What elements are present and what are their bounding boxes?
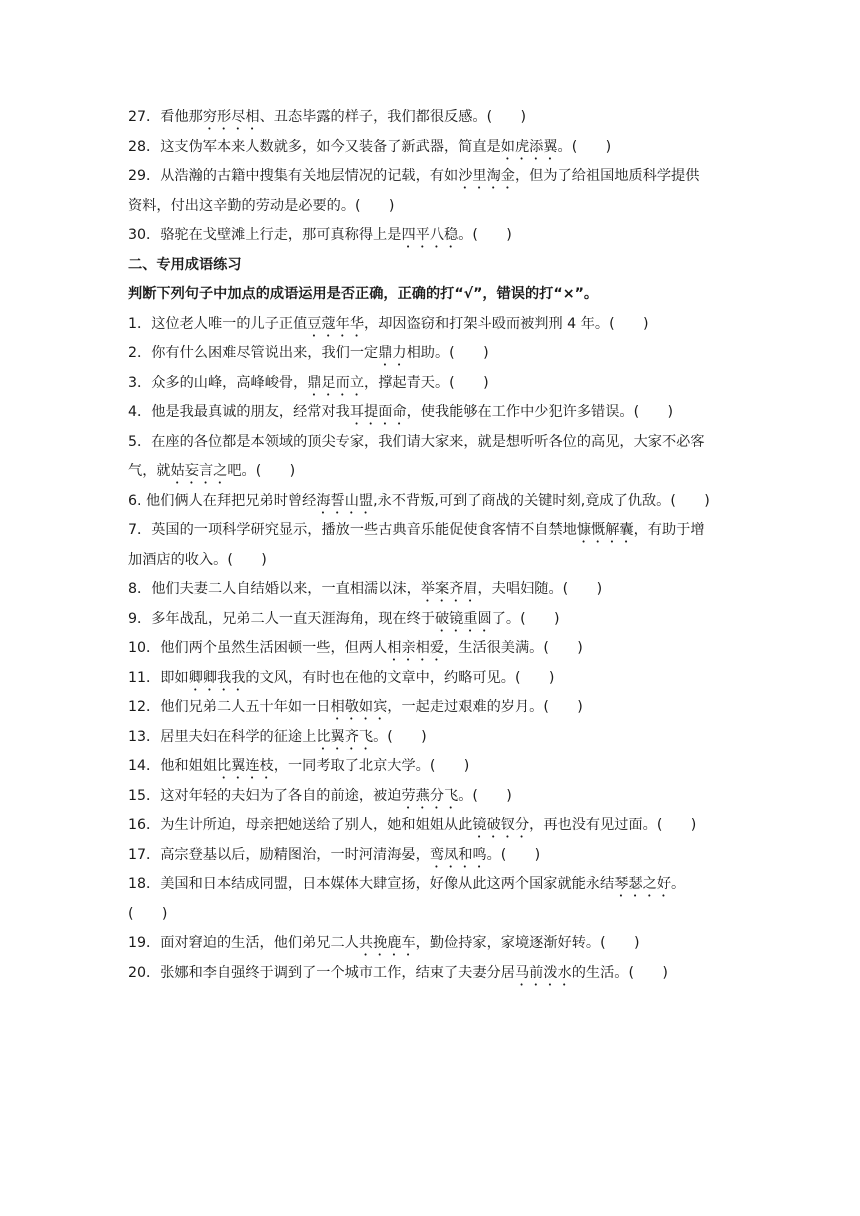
dotted-idiom: 卿卿我我 bbox=[188, 669, 246, 686]
dotted-idiom: 穷形尽相 bbox=[202, 109, 260, 125]
question-7: 7．英国的一项科学研究显示，播放一些古典音乐能促使食客情不自禁地慷慨解囊，有助于增 bbox=[128, 522, 705, 538]
dotted-idiom: 姑妄言之 bbox=[170, 463, 228, 479]
question-14: 14．他和姐姐比翼连枝，一同考取了北京大学。( ) bbox=[128, 758, 470, 774]
dotted-idiom: 慷慨解囊 bbox=[576, 522, 634, 538]
dotted-idiom: 海誓山盟 bbox=[316, 492, 374, 509]
question-20: 20．张娜和李自强终于调到了一个城市工作，结束了夫妻分居马前泼水的生活。( ) bbox=[128, 964, 668, 981]
question-4: 4．他是我最真诚的朋友，经常对我耳提面命，使我能够在工作中少犯许多错误。( ) bbox=[128, 404, 674, 420]
dotted-idiom: 共挽鹿车 bbox=[358, 935, 416, 951]
question-19: 19．面对窘迫的生活，他们弟兄二人共挽鹿车，勤俭持家，家境逐渐好转。( ) bbox=[128, 935, 640, 951]
question-8: 8．他们夫妻二人自结婚以来，一直相濡以沫，举案齐眉，夫唱妇随。( ) bbox=[128, 581, 603, 597]
dotted-idiom: 鼎足而立 bbox=[307, 374, 365, 391]
dotted-idiom: 比翼连枝 bbox=[217, 758, 274, 774]
dotted-idiom: 鼎力 bbox=[378, 345, 407, 361]
question-29: 29．从浩瀚的古籍中搜集有关地层情况的记载，有如沙里淘金，但为了给祖国地质科学提供 bbox=[128, 168, 700, 184]
question-18: 18．美国和日本结成同盟，日本媒体大肆宣扬，好像从此这两个国家就能永结琴瑟之好。 bbox=[128, 876, 686, 892]
question-5: 5．在座的各位都是本领域的顶尖专家，我们请大家来，就是想听听各位的高见，大家不必客 bbox=[128, 433, 705, 450]
question-5-continued: 气，就姑妄言之吧。( ) bbox=[128, 463, 296, 479]
dotted-idiom: 比翼齐飞 bbox=[316, 728, 374, 745]
dotted-idiom: 如虎添翼 bbox=[500, 138, 558, 155]
dotted-idiom: 耳提面命 bbox=[349, 404, 407, 420]
question-27: 27．看他那穷形尽相、丑态毕露的样子，我们都很反感。( ) bbox=[128, 109, 527, 125]
question-18-continued: ( ) bbox=[128, 905, 168, 922]
question-1: 1．这位老人唯一的儿子正值豆蔻年华，却因盗窃和打架斗殴而被判刑 4 年。( ) bbox=[128, 315, 649, 332]
dotted-idiom: 鸾凤和鸣 bbox=[429, 846, 487, 863]
dotted-idiom: 劳燕分飞 bbox=[401, 787, 459, 804]
question-3: 3．众多的山峰，高峰峻骨，鼎足而立，撑起青天。( ) bbox=[128, 374, 489, 391]
dotted-idiom: 相敬如宾 bbox=[330, 699, 388, 715]
question-12: 12．他们兄弟二人五十年如一日相敬如宾，一起走过艰难的岁月。( ) bbox=[128, 699, 583, 715]
question-13: 13．居里夫妇在科学的征途上比翼齐飞。( ) bbox=[128, 728, 427, 745]
document-content bbox=[128, 103, 738, 988]
dotted-idiom: 四平八稳 bbox=[401, 227, 459, 243]
dotted-idiom: 相亲相爱 bbox=[387, 640, 445, 656]
dotted-idiom: 豆蔻年华 bbox=[307, 315, 365, 332]
section-instruction: 判断下列句子中加点的成语运用是否正确，正确的打“√”，错误的打“×”。 bbox=[128, 286, 599, 302]
dotted-idiom: 破镜重圆 bbox=[434, 610, 492, 627]
question-15: 15．这对年轻的夫妇为了各自的前途，被迫劳燕分飞。( ) bbox=[128, 787, 512, 804]
question-30: 30．骆驼在戈壁滩上行走，那可真称得上是四平八稳。( ) bbox=[128, 227, 512, 243]
question-29-continued: 资料，付出这辛勤的劳动是必要的。( ) bbox=[128, 197, 395, 214]
dotted-idiom: 沙里淘金 bbox=[458, 168, 515, 184]
dotted-idiom: 镜破钗分 bbox=[472, 817, 530, 833]
question-9: 9．多年战乱，兄弟二人一直天涯海角，现在终于破镜重圆了。( ) bbox=[128, 610, 560, 627]
question-7-continued: 加酒店的收入。( ) bbox=[128, 551, 267, 568]
section-heading: 二、专用成语练习 bbox=[128, 256, 242, 273]
question-10: 10．他们两个虽然生活困顿一些，但两人相亲相爱，生活很美满。( ) bbox=[128, 640, 583, 656]
dotted-idiom: 举案齐眉 bbox=[420, 581, 478, 597]
dotted-idiom: 马前泼水 bbox=[514, 964, 572, 981]
question-17: 17．高宗登基以后，励精图治，一时河清海晏，鸾凤和鸣。( ) bbox=[128, 846, 541, 863]
dotted-idiom: 琴瑟之好 bbox=[614, 876, 672, 892]
question-11: 11．即如卿卿我我的文风，有时也在他的文章中，约略可见。( ) bbox=[128, 669, 555, 686]
question-28: 28．这支伪军本来人数就多，如今又装备了新武器，简直是如虎添翼。( ) bbox=[128, 138, 612, 155]
question-16: 16．为生计所迫，母亲把她送给了别人，她和姐姐从此镜破钗分，再也没有见过面。( ) bbox=[128, 817, 697, 833]
question-2: 2．你有什么困难尽管说出来，我们一定鼎力相助。( ) bbox=[128, 345, 489, 361]
question-6: 6. 他们俩人在拜把兄弟时曾经海誓山盟,永不背叛,可到了商战的关键时刻,竟成了仇敌。( ) bbox=[128, 492, 710, 509]
